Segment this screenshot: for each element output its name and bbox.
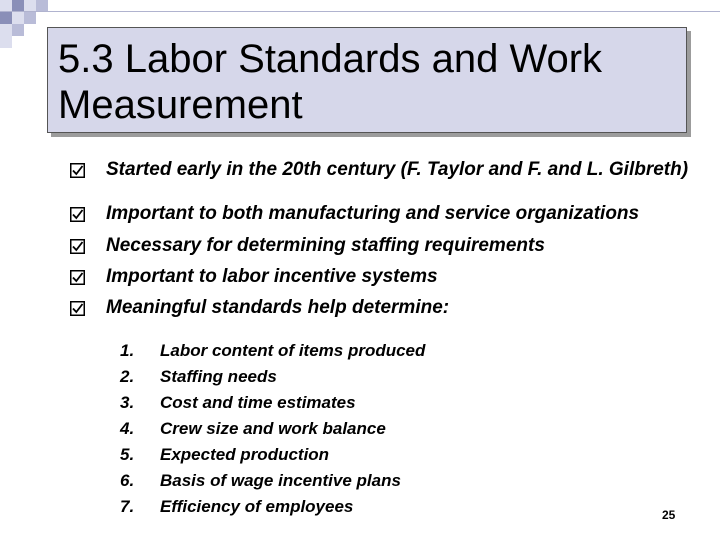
checkbox-icon (70, 239, 85, 254)
bullet-text: Necessary for determining staffing requirements (106, 235, 545, 256)
decor-square (0, 36, 12, 48)
checkbox-icon (70, 270, 85, 285)
checkbox-icon (70, 301, 85, 316)
slide-title: 5.3 Labor Standards and Work Measurement (58, 37, 603, 127)
decor-square (0, 24, 12, 36)
decor-square (24, 12, 36, 24)
bullet-item (70, 204, 690, 236)
list-text: Basis of wage incentive plans (160, 471, 401, 490)
bullet-item (70, 160, 690, 204)
list-number: 2. (120, 367, 135, 386)
bullet-text: Important to both manufacturing and service organizations (106, 203, 640, 224)
list-text: Staffing needs (160, 367, 277, 386)
list-number: 4. (120, 419, 135, 438)
bullet-item (70, 267, 690, 298)
list-text: Efficiency of employees (160, 497, 354, 516)
list-number: 3. (120, 393, 135, 412)
list-text: Labor content of items produced (160, 341, 426, 360)
list-number: 1. (120, 341, 135, 360)
list-number: 5. (120, 445, 135, 464)
bullet-text: Meaningful standards help determine: (106, 297, 450, 318)
decor-square (12, 12, 24, 24)
bullet-text: Started early in the 20th century (F. Taylor and F. and L. Gilbreth) (106, 159, 689, 180)
decor-square (12, 24, 24, 36)
list-text: Expected production (160, 445, 330, 464)
page-number: 25 (662, 508, 676, 522)
checkbox-icon (70, 207, 85, 222)
decor-square (0, 12, 12, 24)
top-rule (0, 11, 720, 12)
list-text: Crew size and work balance (160, 419, 386, 438)
bullet-item (70, 236, 690, 267)
list-number: 7. (120, 497, 135, 516)
bullet-item (70, 298, 690, 329)
list-text: Cost and time estimates (160, 393, 356, 412)
checkbox-icon (70, 163, 85, 178)
bullet-text: Important to labor incentive systems (106, 266, 438, 287)
title-box (47, 27, 687, 133)
list-number: 6. (120, 471, 135, 490)
bullet-list (70, 160, 690, 329)
